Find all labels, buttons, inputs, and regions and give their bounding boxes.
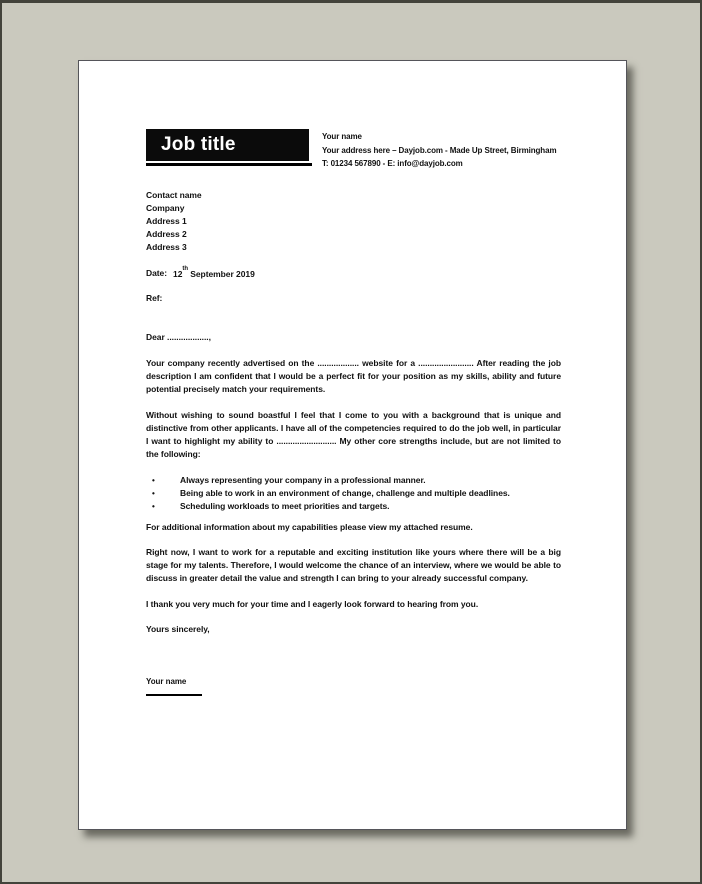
recipient-block (146, 189, 561, 254)
list-item (146, 500, 561, 513)
date-label: Date: (146, 268, 168, 279)
list-item (146, 487, 561, 500)
paragraph-thanks: I thank you very much for your time and I eagerly look forward to hearing from you. (146, 599, 479, 610)
letter-header (146, 129, 561, 171)
signature-underline (146, 694, 202, 696)
bullet-text: Being able to work in an environment of change, challenge and multiple deadlines. (180, 488, 510, 499)
strengths-list (146, 474, 561, 513)
job-title-text: Job title (161, 134, 236, 155)
paragraph-intro: Your company recently advertised on the .................. website for a ........................ After reading the job description I am confident that I would be a perfect fit for your position as my skills, ability and future potential precisely match your requirements. (146, 358, 561, 395)
sender-name: Your name (322, 132, 362, 141)
date-rest: September 2019 (187, 268, 255, 279)
paragraph-resume: For additional information about my capabilities please view my attached resume. (146, 522, 473, 533)
sender-address: Your address here – Dayjob.com - Made Up Street, Birmingham (322, 145, 557, 155)
paragraph-strengths: Without wishing to sound boastful I feel that I come to you with a background that is unique and distinctive from other applicants. I have all of the competencies required to do the job well, in particular I want to highlight my ability to .......................... My other core strengths include, but are not limited to the following: (146, 410, 561, 460)
paragraph-interview: Right now, I want to work for a reputable and exciting institution like yours where there will be a big stage for my talents. Therefore, I would welcome the chance of an interview, where we would be able to discuss in greater detail the value and strength I can bring to your already successful company. (146, 547, 561, 584)
letter-content (79, 61, 626, 696)
job-title-underline (146, 163, 312, 166)
recipient-address-2: Address 2 (146, 228, 187, 239)
letter-page (78, 60, 627, 830)
job-title-banner (146, 129, 309, 161)
recipient-company: Company (146, 202, 185, 213)
bullet-icon: • (152, 502, 155, 512)
recipient-address-3: Address 3 (146, 241, 187, 252)
list-item (146, 474, 561, 487)
sender-contact: T: 01234 567890 - E: info@dayjob.com (322, 159, 463, 168)
closing: Yours sincerely, (146, 624, 210, 635)
salutation: Dear .................., (146, 332, 211, 343)
job-title-block (146, 129, 312, 166)
recipient-address-1: Address 1 (146, 215, 187, 226)
bullet-icon: • (152, 489, 155, 499)
ref-line: Ref: (146, 293, 163, 304)
date-day: 12 (173, 268, 183, 279)
date-ordinal: th (182, 265, 188, 272)
sender-details (322, 129, 556, 171)
bullet-text: Always representing your company in a professional manner. (180, 475, 426, 486)
bullet-text: Scheduling workloads to meet priorities and targets. (180, 501, 390, 512)
bullet-icon: • (152, 476, 155, 486)
signature-name: Your name (146, 677, 187, 687)
recipient-contact-name: Contact name (146, 189, 202, 200)
date-line (146, 266, 561, 281)
